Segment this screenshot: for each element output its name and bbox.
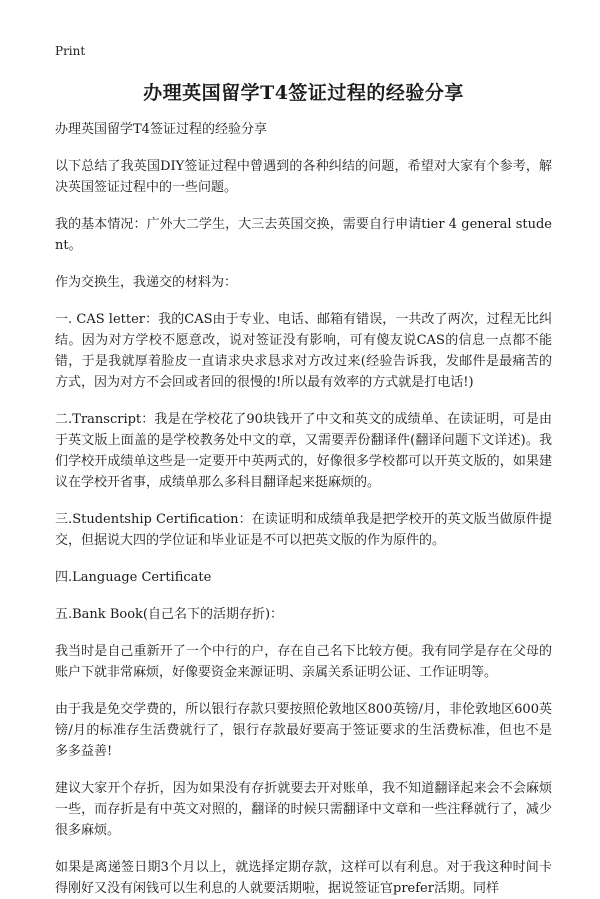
paragraph-cas-letter: 一. CAS letter：我的CAS由于专业、电话、邮箱有错误，一共改了两次，过程无比纠结。因为对方学校不愿意改，说对签证没有影响，可有傻友说CAS的信息一点都不能错，于是我就厚着脸皮一直请求央求恳求对方改过来(经验告诉我，发邮件是最痛苦的方式，因为对方不会回或者回的很慢的!所以最有效率的方式就是打电话!) — [55, 312, 552, 390]
paragraph-basic-info: 我的基本情况：广外大二学生，大三去英国交换，需要自行申请tier 4 general student。 — [55, 217, 552, 253]
paragraph-language-cert: 四.Language Certificate — [55, 570, 212, 585]
paragraph-subtitle: 办理英国留学T4签证过程的经验分享 — [55, 122, 267, 137]
document-title: 办理英国留学T4签证过程的经验分享 — [143, 82, 464, 104]
paragraph-bank-account: 我当时是自己重新开了一个中行的户，存在自己名下比较方便。我有同学是存在父母的账户下就非常麻烦，好像要资金来源证明、亲属关系证明公证、工作证明等。 — [55, 644, 552, 680]
paragraph-transcript: 二.Transcript：我是在学校花了90块钱开了中文和英文的成绩单、在读证明，可是由于英文版上面盖的是学校教务处中文的章，又需要弄份翻译件(翻译问题下文详述)。我们学校开成绩单这些是一定要开中英两式的，好像很多学校都可以开英文版的，如果建议在学校开省事，成绩单那么多科目翻译起来挺麻烦的。 — [55, 412, 552, 490]
print-label: Print — [55, 44, 86, 58]
paragraph-deposit-type: 如果是离递签日期3个月以上，就选择定期存款，这样可以有利息。对于我这种时间卡得刚好又没有闲钱可以生利息的人就要活期啦，据说签证官prefer活期。同样 — [55, 860, 552, 896]
paragraph-materials-heading: 作为交换生，我递交的材料为： — [55, 275, 238, 290]
paragraph-studentship: 三.Studentship Certification：在读证明和成绩单我是把学校开的英文版当做原件提交，但据说大四的学位证和毕业证是不可以把英文版的作为原件的。 — [55, 512, 552, 548]
paragraph-passbook-advice: 建议大家开个存折，因为如果没有存折就要去开对账单，我不知道翻译起来会不会麻烦一些，而存折是有中英文对照的，翻译的时候只需翻译中文章和一些注释就行了，减少很多麻烦。 — [55, 781, 552, 838]
paragraph-bank-book: 五.Bank Book(自己名下的活期存折)： — [55, 607, 284, 622]
paragraph-living-cost: 由于我是免交学费的，所以银行存款只要按照伦敦地区800英镑/月，非伦敦地区600英镑/月的标准存生活费就行了，银行存款最好要高于签证要求的生活费标准，但也不是多多益善! — [55, 702, 552, 759]
paragraph-intro: 以下总结了我英国DIY签证过程中曾遇到的各种纠结的问题，希望对大家有个参考，解决英国签证过程中的一些问题。 — [55, 159, 552, 195]
